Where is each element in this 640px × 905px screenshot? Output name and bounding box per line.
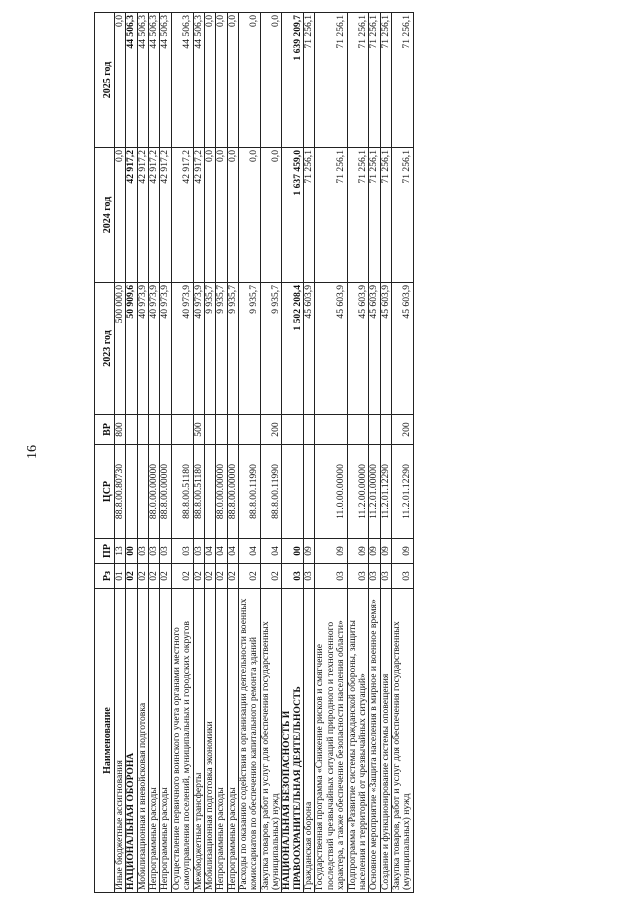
row-pr: 04 [238,539,260,564]
row-name: Непрограммные расходы [216,589,227,893]
row-2025: 0,0 [260,13,282,148]
row-csr: 88.8.00.80730 [115,445,126,539]
table-row [216,13,227,893]
table-row [227,13,238,893]
row-rz: 03 [282,564,304,589]
row-csr: 88.8.00.51180 [171,445,193,539]
row-csr: 88.0.00.00000 [216,445,227,539]
row-pr: 03 [160,539,171,564]
table-row [160,13,171,893]
row-vr [369,415,380,445]
row-rz: 02 [160,564,171,589]
table-row [347,13,369,893]
row-csr: 88.8.00.11990 [260,445,282,539]
row-2024: 0,0 [238,148,260,283]
row-2025: 0,0 [115,13,126,148]
row-2024: 1 637 459,0 [282,148,304,283]
row-2023: 45 603,9 [380,283,391,415]
row-2024: 0,0 [115,148,126,283]
row-2025: 71 256,1 [369,13,380,148]
header-rz: Рз [95,564,115,589]
row-2025: 44 506,3 [137,13,148,148]
row-csr: 88.8.00.51180 [193,445,204,539]
row-2023: 50 909,6 [126,283,137,415]
row-2025: 71 256,1 [391,13,413,148]
row-2024: 42 917,2 [137,148,148,283]
row-vr [315,415,347,445]
row-2024: 42 917,2 [193,148,204,283]
row-vr [160,415,171,445]
row-pr: 03 [193,539,204,564]
row-2025: 71 256,1 [315,13,347,148]
budget-table [94,12,414,893]
row-name: Расходы по оказанию содействия в организации деятельности военных комиссариатов по обеспечению капитального ремонта зданий [238,589,260,893]
row-vr [380,415,391,445]
row-name: Гражданская оборона [304,589,315,893]
row-name: Непрограммные расходы [149,589,160,893]
row-2024: 71 256,1 [380,148,391,283]
row-pr: 13 [115,539,126,564]
row-csr: 88.8.00.00000 [227,445,238,539]
row-vr [238,415,260,445]
row-2025: 1 639 209,7 [282,13,304,148]
row-name: Создание и функционирование системы оповещения [380,589,391,893]
row-2025: 0,0 [238,13,260,148]
table-row [238,13,260,893]
row-2024: 42 917,2 [149,148,160,283]
row-2024: 0,0 [216,148,227,283]
table-row [126,13,137,893]
header-vr: ВР [95,415,115,445]
row-name: Непрограммные расходы [160,589,171,893]
row-rz: 03 [369,564,380,589]
row-csr [137,445,148,539]
row-pr: 09 [347,539,369,564]
row-rz: 03 [347,564,369,589]
table-row [115,13,126,893]
table-row [137,13,148,893]
row-csr [126,445,137,539]
row-2024: 71 256,1 [304,148,315,283]
row-2025: 71 256,1 [380,13,391,148]
budget-table-container [94,13,414,893]
row-csr: 11.2.00.00000 [347,445,369,539]
row-2023: 45 603,9 [391,283,413,415]
row-vr [126,415,137,445]
row-name: Иные бюджетные ассигнования [115,589,126,893]
row-pr: 04 [216,539,227,564]
row-pr: 04 [227,539,238,564]
row-2025: 0,0 [204,13,215,148]
row-vr: 800 [115,415,126,445]
row-2023: 40 973,9 [137,283,148,415]
row-2025: 0,0 [216,13,227,148]
row-2023: 9 935,7 [227,283,238,415]
row-name: Основное мероприятие «Защита населения в мирное и военное время» [369,589,380,893]
row-rz: 02 [260,564,282,589]
row-2025: 44 506,3 [193,13,204,148]
row-2023: 40 973,9 [149,283,160,415]
row-name: Межбюджетные трансферты [193,589,204,893]
table-row [315,13,347,893]
row-rz: 03 [380,564,391,589]
row-2025: 71 256,1 [304,13,315,148]
row-rz: 03 [315,564,347,589]
row-2023: 9 935,7 [238,283,260,415]
row-2024: 0,0 [204,148,215,283]
row-2023: 45 603,9 [304,283,315,415]
row-pr: 09 [304,539,315,564]
row-2023: 45 603,9 [347,283,369,415]
row-vr [227,415,238,445]
table-row [171,13,193,893]
row-name: Государственная программа «Снижение рисков и смягчение последствий чрезвычайных ситуаций природного и техногенного характера, а также обеспечение безопасности населения области» [315,589,347,893]
row-2025: 44 506,3 [149,13,160,148]
row-csr: 88.0.00.00000 [149,445,160,539]
row-pr: 03 [137,539,148,564]
row-rz: 02 [227,564,238,589]
row-2024: 42 917,2 [126,148,137,283]
row-name: НАЦИОНАЛЬНАЯ ОБОРОНА [126,589,137,893]
row-2024: 71 256,1 [347,148,369,283]
row-2024: 42 917,2 [171,148,193,283]
row-rz: 03 [304,564,315,589]
row-csr: 88.8.00.00000 [160,445,171,539]
header-name: Наименование [95,589,115,893]
row-rz: 02 [193,564,204,589]
row-pr: 09 [315,539,347,564]
row-vr [216,415,227,445]
row-csr: 88.8.00.11990 [238,445,260,539]
row-2024: 71 256,1 [391,148,413,283]
row-vr [137,415,148,445]
row-2025: 0,0 [227,13,238,148]
row-csr [204,445,215,539]
row-2024: 42 917,2 [160,148,171,283]
table-header-row [95,13,115,893]
row-rz: 02 [126,564,137,589]
row-csr [282,445,304,539]
row-2025: 44 506,3 [126,13,137,148]
row-name: Подпрограмма «Развитие системы гражданской обороны, защиты населения и территорий от чрезвычайных ситуаций» [347,589,369,893]
row-pr: 09 [391,539,413,564]
row-rz: 02 [204,564,215,589]
row-vr: 500 [193,415,204,445]
row-2023: 9 935,7 [216,283,227,415]
row-csr: 11.0.00.00000 [315,445,347,539]
row-2023: 45 603,9 [315,283,347,415]
row-rz: 02 [238,564,260,589]
row-name: Осуществление первичного воинского учета органами местного самоуправления поселений, муниципальных и городских округов [171,589,193,893]
row-name: Непрограммные расходы [227,589,238,893]
row-rz: 03 [391,564,413,589]
row-rz: 02 [216,564,227,589]
row-csr [304,445,315,539]
row-name: Мобилизационная подготовка экономики [204,589,215,893]
row-pr: 04 [260,539,282,564]
row-2025: 44 506,3 [171,13,193,148]
header-csr: ЦСР [95,445,115,539]
row-pr: 03 [171,539,193,564]
row-rz: 01 [115,564,126,589]
row-vr [204,415,215,445]
row-2024: 0,0 [260,148,282,283]
row-2023: 40 973,9 [171,283,193,415]
table-row [193,13,204,893]
row-vr [347,415,369,445]
row-vr [149,415,160,445]
header-2024: 2024 год [95,148,115,283]
row-csr: 11.2.01.12290 [380,445,391,539]
row-csr: 11.2.01.00000 [369,445,380,539]
page-number: 16 [25,445,40,459]
table-row [391,13,413,893]
table-row [369,13,380,893]
row-pr: 09 [369,539,380,564]
header-2023: 2023 год [95,283,115,415]
table-row [149,13,160,893]
row-name: НАЦИОНАЛЬНАЯ БЕЗОПАСНОСТЬ И ПРАВООХРАНИТЕЛЬНАЯ ДЕЯТЕЛЬНОСТЬ [282,589,304,893]
row-vr [171,415,193,445]
row-2023: 45 603,9 [369,283,380,415]
row-vr [282,415,304,445]
table-row [260,13,282,893]
row-name: Закупка товаров, работ и услуг для обеспечения государственных (муниципальных) нужд [260,589,282,893]
header-pr: ПР [95,539,115,564]
row-2023: 1 502 208,4 [282,283,304,415]
row-pr: 04 [204,539,215,564]
table-row [282,13,304,893]
row-name: Мобилизационная и вневойсковая подготовка [137,589,148,893]
table-row [304,13,315,893]
row-pr: 09 [380,539,391,564]
row-rz: 02 [171,564,193,589]
row-name: Закупка товаров, работ и услуг для обеспечения государственных (муниципальных) нужд [391,589,413,893]
row-2023: 40 973,9 [160,283,171,415]
row-2023: 40 973,9 [193,283,204,415]
row-csr: 11.2.01.12290 [391,445,413,539]
row-2025: 44 506,3 [160,13,171,148]
row-pr: 00 [126,539,137,564]
row-2024: 71 256,1 [369,148,380,283]
row-2023: 9 935,7 [260,283,282,415]
row-vr: 200 [260,415,282,445]
header-2025: 2025 год [95,13,115,148]
row-2023: 9 935,7 [204,283,215,415]
row-rz: 02 [137,564,148,589]
row-pr: 00 [282,539,304,564]
table-row [380,13,391,893]
row-2024: 0,0 [227,148,238,283]
table-row [204,13,215,893]
row-rz: 02 [149,564,160,589]
row-2023: 500 000,0 [115,283,126,415]
row-vr [304,415,315,445]
row-pr: 03 [149,539,160,564]
row-2025: 71 256,1 [347,13,369,148]
row-2024: 71 256,1 [315,148,347,283]
row-vr: 200 [391,415,413,445]
